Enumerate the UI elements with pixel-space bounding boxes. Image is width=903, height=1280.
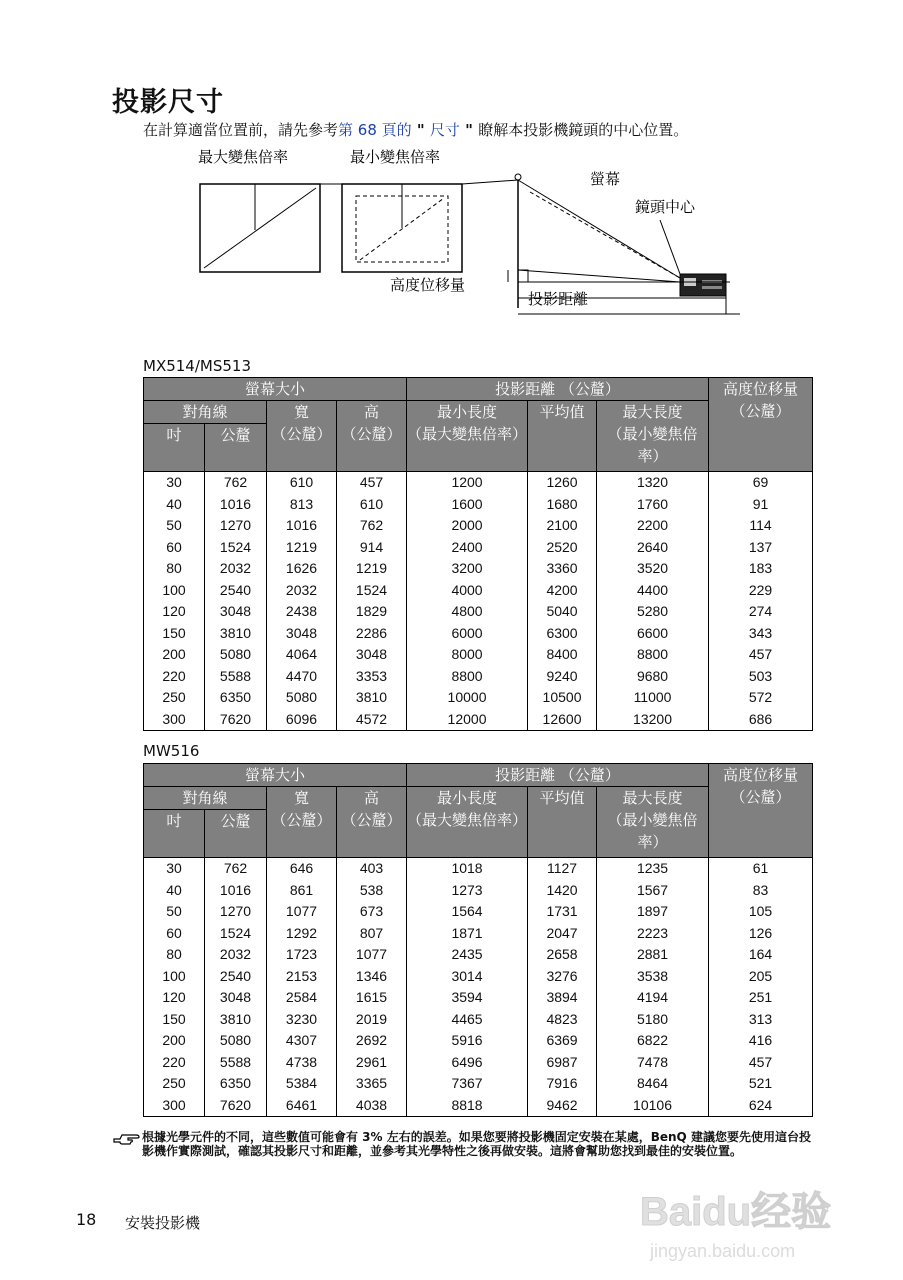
table-row [144,1095,813,1117]
table-cell: 1420 [528,880,597,902]
table-cell: 416 [709,1030,813,1052]
table-cell: 50 [144,515,205,537]
table-row [144,472,813,494]
table-cell: 251 [709,987,813,1009]
table-cell: 2223 [597,923,709,945]
table-cell: 7620 [205,709,267,731]
screen-top-link [462,180,518,184]
table-row [144,858,813,880]
header-offset-text: 高度位移量 [723,380,799,398]
header-diagonal: 對角線 [144,401,267,424]
table-cell: 1077 [337,944,407,966]
baidu-watermark [630,1165,860,1275]
table-cell: 3365 [337,1073,407,1095]
table-cell: 610 [267,472,337,494]
table-cell: 1897 [597,901,709,923]
table-row [144,901,813,923]
table-row [144,1073,813,1095]
table-cell: 503 [709,666,813,688]
header-height-unit: （公釐） [341,425,402,443]
screen-top-knob [515,174,521,180]
table-cell: 205 [709,966,813,988]
table-cell: 100 [144,966,205,988]
table-cell: 3594 [407,987,528,1009]
table-cell: 150 [144,1009,205,1031]
table-cell: 120 [144,987,205,1009]
table-cell: 50 [144,901,205,923]
table-cell: 4738 [267,1052,337,1074]
header-offset [709,378,813,472]
table-cell: 2047 [528,923,597,945]
table-cell: 11000 [597,687,709,709]
table-row [144,644,813,666]
table-cell: 105 [709,901,813,923]
table-cell: 30 [144,858,205,880]
table-cell: 8800 [597,644,709,666]
table-cell: 1219 [267,537,337,559]
table-cell: 2640 [597,537,709,559]
table-cell: 1615 [337,987,407,1009]
table-cell: 3048 [267,623,337,645]
table-cell: 6300 [528,623,597,645]
table-cell: 457 [709,644,813,666]
table-cell: 5180 [597,1009,709,1031]
table-cell: 220 [144,1052,205,1074]
header-offset-text: 高度位移量 [723,766,799,784]
header-min-length [407,787,528,858]
table-cell: 120 [144,601,205,623]
table-cell: 3360 [528,558,597,580]
table-cell: 6096 [267,709,337,731]
projector-icon [680,274,726,296]
table-cell: 1127 [528,858,597,880]
table-cell: 8464 [597,1073,709,1095]
footer-section-title: 安裝投影機 [125,1214,201,1232]
table-cell: 300 [144,709,205,731]
table-row [144,987,813,1009]
table-cell: 137 [709,537,813,559]
table-cell: 6000 [407,623,528,645]
header-projection-distance: 投影距離 （公釐） [407,764,709,787]
table-cell: 4038 [337,1095,407,1117]
table-cell: 4470 [267,666,337,688]
table-cell: 2692 [337,1030,407,1052]
table-cell: 1270 [205,515,267,537]
header-max-length-text: 最大長度 [622,789,683,807]
table-cell: 6350 [205,687,267,709]
table-cell: 762 [205,858,267,880]
table-cell: 807 [337,923,407,945]
table-cell: 1680 [528,494,597,516]
table-cell: 4200 [528,580,597,602]
table-row [144,1052,813,1074]
header-offset-unit: （公釐） [730,788,791,806]
lens-center-label: 鏡頭中心 [635,198,696,216]
table-cell: 229 [709,580,813,602]
header-min-length-text: 最小長度 [437,403,498,421]
table-cell: 5080 [267,687,337,709]
table-cell: 3353 [337,666,407,688]
table-cell: 5588 [205,1052,267,1074]
beam-upper [518,180,680,278]
quote-open: " [411,121,430,139]
table-cell: 2435 [407,944,528,966]
model-1-label: MX514/MS513 [143,357,251,375]
table-cell: 914 [337,537,407,559]
table-cell: 457 [337,472,407,494]
note-text: 根據光學元件的不同，這些數值可能會有 3% 左右的誤差。如果您要將投影機固定安裝在某處，BenQ 建議您要先使用這台投影機作實際測試，確認其投影尺寸和距離，並參考其光學特性之後再做安裝。這將會幫助您找到最佳的安裝位置。 [142,1130,811,1158]
table-row [144,880,813,902]
table-cell: 83 [709,880,813,902]
page-reference-link[interactable]: 第 68 頁的 [338,121,412,139]
table-cell: 250 [144,687,205,709]
table-cell: 40 [144,880,205,902]
table-row [144,1030,813,1052]
model-2-label: MW516 [143,742,200,760]
table-row [144,709,813,731]
header-min-length-sub: （最大變焦倍率） [407,811,528,829]
table-cell: 624 [709,1095,813,1117]
table-cell: 813 [267,494,337,516]
table-cell: 60 [144,537,205,559]
table-cell: 3014 [407,966,528,988]
table-cell: 7367 [407,1073,528,1095]
header-width-unit: （公釐） [271,811,332,829]
header-mm: 公釐 [205,810,267,858]
table-cell: 4000 [407,580,528,602]
table-cell: 8400 [528,644,597,666]
table-cell: 150 [144,623,205,645]
header-max-length-sub: （最小變焦倍率） [607,425,698,465]
table-cell: 1200 [407,472,528,494]
table-row [144,601,813,623]
table-cell: 4465 [407,1009,528,1031]
table-cell: 69 [709,472,813,494]
table-cell: 686 [709,709,813,731]
projection-diagram [190,140,750,330]
header-projection-distance: 投影距離 （公釐） [407,378,709,401]
table-cell: 2520 [528,537,597,559]
table-cell: 9680 [597,666,709,688]
table-cell: 2540 [205,966,267,988]
table-cell: 861 [267,880,337,902]
table-cell: 3810 [205,623,267,645]
header-height-unit: （公釐） [341,811,402,829]
table-cell: 7620 [205,1095,267,1117]
header-width-unit: （公釐） [271,425,332,443]
header-min-length-text: 最小長度 [437,789,498,807]
table-cell: 4194 [597,987,709,1009]
header-diagonal: 對角線 [144,787,267,810]
table-cell: 40 [144,494,205,516]
table-cell: 300 [144,1095,205,1117]
lens-center-pointer [660,220,680,274]
table-cell: 3048 [205,601,267,623]
table-cell: 114 [709,515,813,537]
header-max-length [597,401,709,472]
table-cell: 1731 [528,901,597,923]
table-cell: 4400 [597,580,709,602]
table-cell: 1320 [597,472,709,494]
table-cell: 6369 [528,1030,597,1052]
quote-close: " [459,121,479,139]
table-cell: 1567 [597,880,709,902]
table-cell: 3276 [528,966,597,988]
size-section-link[interactable]: 尺寸 [429,121,460,139]
table-cell: 6350 [205,1073,267,1095]
header-max-length [597,787,709,858]
intro-after: 瞭解本投影機鏡頭的中心位置。 [478,121,689,139]
table-cell: 2100 [528,515,597,537]
table-cell: 2286 [337,623,407,645]
table-cell: 126 [709,923,813,945]
table-cell: 61 [709,858,813,880]
table-cell: 100 [144,580,205,602]
table-cell: 1829 [337,601,407,623]
header-average: 平均值 [528,401,597,472]
table-cell: 673 [337,901,407,923]
table-cell: 1626 [267,558,337,580]
table-cell: 1723 [267,944,337,966]
table-cell: 2438 [267,601,337,623]
header-width-text: 寬 [293,403,309,421]
table-cell: 2032 [205,558,267,580]
page-title: 投影尺寸 [112,87,224,118]
table-cell: 572 [709,687,813,709]
table-cell: 5384 [267,1073,337,1095]
table-cell: 10500 [528,687,597,709]
header-min-length [407,401,528,472]
table-cell: 2032 [267,580,337,602]
table-cell: 646 [267,858,337,880]
table-cell: 2032 [205,944,267,966]
table-cell: 2400 [407,537,528,559]
table-cell: 30 [144,472,205,494]
table-row [144,580,813,602]
table-row [144,923,813,945]
table-cell: 12000 [407,709,528,731]
table-row [144,537,813,559]
table-cell: 5588 [205,666,267,688]
header-mm: 公釐 [205,424,267,472]
header-max-length-sub: （最小變焦倍率） [607,811,698,851]
header-width [267,787,337,858]
table-cell: 4307 [267,1030,337,1052]
table-cell: 5080 [205,644,267,666]
table-cell: 1016 [205,880,267,902]
table-body [144,858,813,1117]
table-cell: 7478 [597,1052,709,1074]
table-cell: 1273 [407,880,528,902]
table-cell: 3048 [205,987,267,1009]
screen-label: 螢幕 [590,170,621,188]
header-inch: 吋 [144,810,205,858]
header-average: 平均值 [528,787,597,858]
table-cell: 2200 [597,515,709,537]
table-cell: 274 [709,601,813,623]
header-offset-unit: （公釐） [730,402,791,420]
table-cell: 1016 [205,494,267,516]
table-cell: 164 [709,944,813,966]
table-row [144,515,813,537]
table-cell: 538 [337,880,407,902]
table-cell: 3810 [337,687,407,709]
table-cell: 220 [144,666,205,688]
table-cell: 2000 [407,515,528,537]
table-cell: 10000 [407,687,528,709]
table-cell: 13200 [597,709,709,731]
table-cell: 2961 [337,1052,407,1074]
table-cell: 6496 [407,1052,528,1074]
table-cell: 1018 [407,858,528,880]
table-cell: 2584 [267,987,337,1009]
watermark-url: jingyan.baidu.com [650,1241,796,1261]
table-row [144,687,813,709]
table-cell: 2658 [528,944,597,966]
table-cell: 1524 [205,923,267,945]
table-cell: 1260 [528,472,597,494]
table-cell: 2019 [337,1009,407,1031]
table-cell: 1270 [205,901,267,923]
table-cell: 9462 [528,1095,597,1117]
table-cell: 60 [144,923,205,945]
table-cell: 1600 [407,494,528,516]
table-cell: 1524 [337,580,407,602]
header-offset [709,764,813,858]
table-cell: 3894 [528,987,597,1009]
header-height [337,401,407,472]
table-cell: 1235 [597,858,709,880]
table-cell: 200 [144,1030,205,1052]
table-cell: 2540 [205,580,267,602]
header-screen-size: 螢幕大小 [144,764,407,787]
table-cell: 4800 [407,601,528,623]
page-number: 18 [76,1210,97,1229]
table-cell: 10106 [597,1095,709,1117]
header-max-length-text: 最大長度 [622,403,683,421]
table-cell: 3048 [337,644,407,666]
table-cell: 3230 [267,1009,337,1031]
table-cell: 1077 [267,901,337,923]
note [112,1130,812,1158]
table-cell: 3538 [597,966,709,988]
table-cell: 1346 [337,966,407,988]
table-cell: 1871 [407,923,528,945]
table-cell: 762 [337,515,407,537]
spec-table-1 [143,377,813,731]
table-cell: 1219 [337,558,407,580]
table-cell: 457 [709,1052,813,1074]
table-cell: 610 [337,494,407,516]
header-width [267,401,337,472]
table-cell: 91 [709,494,813,516]
table-cell: 5080 [205,1030,267,1052]
beam-lower [518,270,680,282]
table-body [144,472,813,731]
table-cell: 250 [144,1073,205,1095]
table-cell: 80 [144,944,205,966]
table-cell: 9240 [528,666,597,688]
watermark-brand: Baidu经验 [640,1190,832,1234]
table-cell: 403 [337,858,407,880]
table-cell: 5280 [597,601,709,623]
header-height-text: 高 [364,789,380,807]
pointing-hand-icon [112,1130,140,1146]
table-row [144,966,813,988]
table-row [144,1009,813,1031]
header-height-text: 高 [364,403,380,421]
table-row [144,944,813,966]
table-cell: 5040 [528,601,597,623]
max-zoom-diagonal [204,188,316,268]
table-cell: 183 [709,558,813,580]
min-zoom-label: 最小變焦倍率 [350,148,441,166]
table-row [144,558,813,580]
projection-distance-label: 投影距離 [528,290,589,308]
table-cell: 8800 [407,666,528,688]
max-zoom-label: 最大變焦倍率 [198,148,289,166]
table-cell: 8000 [407,644,528,666]
height-offset-label: 高度位移量 [390,276,466,294]
table-row [144,494,813,516]
table-row [144,666,813,688]
table-cell: 1292 [267,923,337,945]
intro-text [143,119,688,140]
intro-before: 在計算適當位置前，請先參考 [143,121,339,139]
spec-table-2 [143,763,813,1117]
table-row [144,623,813,645]
table-cell: 7916 [528,1073,597,1095]
table-cell: 4572 [337,709,407,731]
table-cell: 3810 [205,1009,267,1031]
table-cell: 2881 [597,944,709,966]
table-cell: 6987 [528,1052,597,1074]
table-cell: 6822 [597,1030,709,1052]
table-cell: 313 [709,1009,813,1031]
table-cell: 1016 [267,515,337,537]
table-cell: 1760 [597,494,709,516]
header-width-text: 寬 [293,789,309,807]
table-cell: 200 [144,644,205,666]
header-screen-size: 螢幕大小 [144,378,407,401]
table-cell: 343 [709,623,813,645]
table-cell: 12600 [528,709,597,731]
table-cell: 762 [205,472,267,494]
table-cell: 3520 [597,558,709,580]
table-cell: 6461 [267,1095,337,1117]
table-cell: 4064 [267,644,337,666]
offset-box [518,270,528,282]
table-cell: 1524 [205,537,267,559]
table-cell: 521 [709,1073,813,1095]
table-cell: 5916 [407,1030,528,1052]
table-cell: 1564 [407,901,528,923]
table-cell: 80 [144,558,205,580]
table-cell: 2153 [267,966,337,988]
table-cell: 8818 [407,1095,528,1117]
table-cell: 4823 [528,1009,597,1031]
header-height [337,787,407,858]
header-min-length-sub: （最大變焦倍率） [407,425,528,443]
header-inch: 吋 [144,424,205,472]
table-cell: 6600 [597,623,709,645]
table-cell: 3200 [407,558,528,580]
